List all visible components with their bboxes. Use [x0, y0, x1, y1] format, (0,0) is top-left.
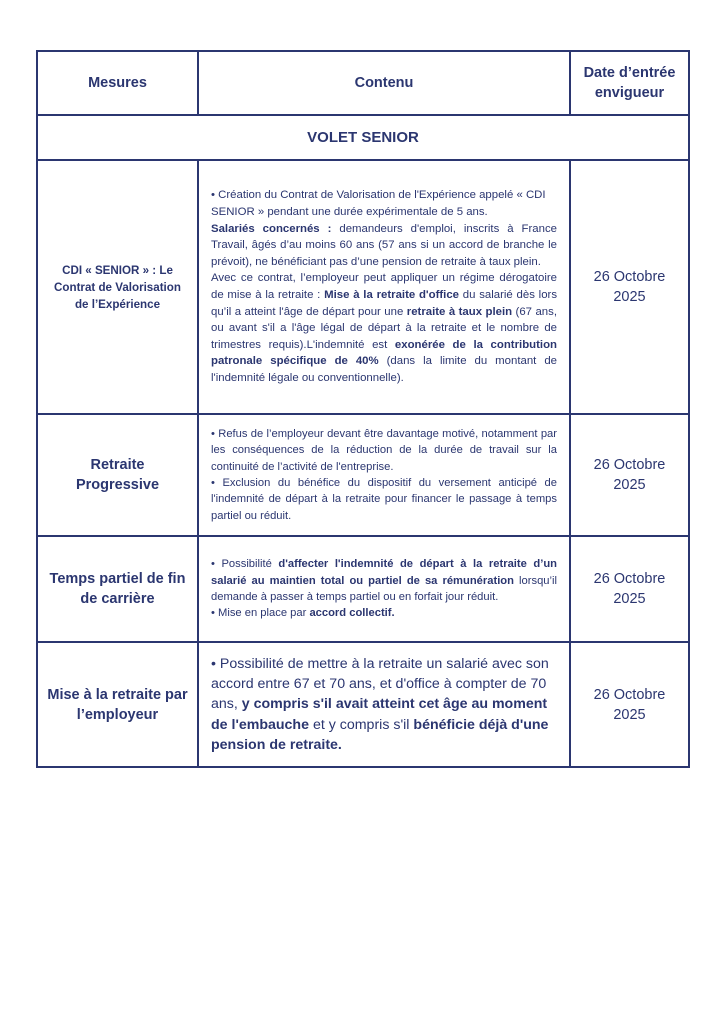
table-row [37, 536, 689, 642]
paragraph [211, 654, 557, 755]
content-cell [198, 642, 570, 767]
text: • Mise en place par [211, 607, 310, 620]
paragraph [211, 221, 557, 271]
bold-text: exonérée de la contribution patronale spécifique de 40% [211, 338, 557, 368]
table-row [37, 160, 689, 414]
date-text: 26 Octobre 2025 [593, 686, 666, 723]
date-cell [570, 536, 689, 642]
header-content: Contenu [198, 51, 570, 115]
paragraph [211, 556, 557, 605]
bold-text: retraite à taux plein [406, 305, 513, 318]
header-measures: Mesures [37, 51, 198, 115]
date-cell [570, 160, 689, 414]
header-date: Date d’entrée envigueur [570, 51, 689, 115]
text: lorsqu’il demande à passer à temps partiel ou en forfait jour réduit. [211, 574, 557, 603]
paragraph: • Création du Contrat de Valorisation de l'Expérience appelé « CDI SENIOR » pendant une durée expérimentale de 5 ans. [211, 189, 546, 219]
table-row [37, 642, 689, 767]
text: • Possibilité [211, 558, 279, 571]
text: demandeurs d'emploi, inscrits à France Travail, âgés d’au moins 60 ans (57 ans si un accord de branche le prévoit), ne bénéficiant pas d’une pension de retraite à taux plein. [211, 222, 557, 268]
measure-cell: Mise à la retraite par l’employeur [37, 642, 198, 767]
paragraph: • Exclusion du bénéfice du dispositif du versement anticipé de l'indemnité de départ à la retraite pour financer le passage à temps partiel ou réduit. [211, 477, 557, 522]
text: (dans la limite du montant de l'indemnité légale ou conventionnelle). [211, 355, 557, 384]
text: • Possibilité de mettre à la retraite un salarié avec son accord entre 67 et 70 ans, et d'office à compter de 70 ans, [211, 655, 549, 713]
date-text: 26 Octobre 2025 [593, 457, 666, 493]
date-text: 26 Octobre 2025 [593, 269, 666, 305]
section-row [37, 115, 689, 160]
text: du salarié dès lors qu’il a atteint l'âge de départ pour une [211, 289, 558, 318]
text: (67 ans, ou avant s'il a l'âge légal de départ à la retraite et le nombre de trimestres requis).L'indemnité est [211, 305, 557, 351]
bold-text: Salariés concernés : [211, 222, 332, 235]
measure-cell: Temps partiel de fin de carrière [37, 536, 198, 642]
bold-text: y compris s'il avait atteint cet âge au moment de l'embauche [211, 696, 548, 733]
content-cell [198, 536, 570, 642]
paragraph [211, 605, 557, 621]
section-title: VOLET SENIOR [37, 115, 689, 160]
paragraph: • Refus de l’employeur devant être davantage motivé, notamment par les conséquences de la réduction de la durée de travail sur la continuité de l’activité de l'entreprise. [211, 427, 557, 473]
measures-table [36, 50, 690, 768]
measure-cell: CDI « SENIOR » : Le Contrat de Valorisation de l’Expérience [37, 160, 198, 414]
bold-text: d'affecter l'indemnité de départ à la retraite d’un salarié au maintien total ou partiel de sa rémunération [211, 558, 558, 587]
date-cell [570, 642, 689, 767]
date-cell [570, 414, 689, 536]
text: et y compris s'il [309, 716, 414, 733]
bold-text: accord collectif. [309, 607, 395, 620]
content-cell [198, 160, 570, 414]
text: Avec ce contrat, l’employeur peut appliquer un régime dérogatoire de mise à la retraite : [211, 272, 557, 301]
table-row [37, 414, 689, 536]
measure-text: Retraite Progressive [75, 457, 160, 493]
bold-text: Mise à la retraite d'office [324, 289, 460, 301]
date-text: 26 Octobre 2025 [593, 571, 666, 607]
content-cell [198, 414, 570, 536]
header-row [37, 51, 689, 115]
measure-cell [37, 414, 198, 536]
bold-text: bénéficie déjà d'une pension de retraite. [211, 716, 549, 753]
paragraph [211, 270, 557, 386]
